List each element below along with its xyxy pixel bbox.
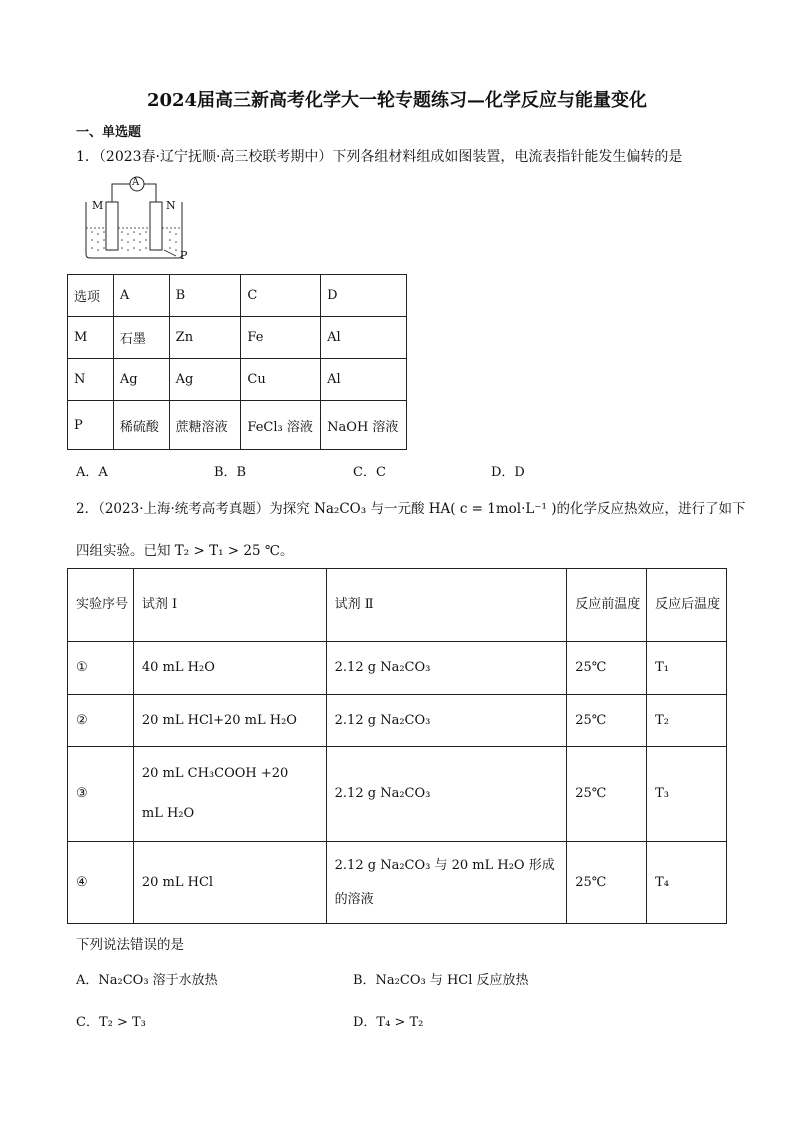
table-cell: ④ (68, 842, 134, 924)
table-row (68, 275, 407, 317)
table-cell: 25℃ (567, 842, 647, 924)
q2-option-c[interactable]: C．T₂ > T₃ (76, 1015, 146, 1030)
table-cell: 石墨 (113, 317, 169, 359)
table-cell: 20 mL HCl (133, 842, 326, 924)
section-heading: 一、单选题 (76, 125, 142, 140)
q1-options-table (67, 274, 407, 450)
table-cell: 2.12 g Na₂CO₃ (326, 747, 567, 842)
table-cell: 选项 (68, 275, 114, 317)
table-row (68, 317, 407, 359)
table-row (68, 747, 727, 842)
table-cell: ③ (68, 747, 134, 842)
table-cell: ① (68, 642, 134, 695)
table-cell: Al (321, 359, 407, 401)
table-cell: N (68, 359, 114, 401)
table-cell: M (68, 317, 114, 359)
table-cell: T₃ (647, 747, 727, 842)
table-cell: 25℃ (567, 747, 647, 842)
table-cell: 25℃ (567, 695, 647, 747)
table-cell: Cu (241, 359, 321, 401)
table-cell: Ag (113, 359, 169, 401)
table-cell: P (68, 401, 114, 450)
q2-option-d[interactable]: D．T₄ > T₂ (353, 1015, 424, 1030)
table-cell: T₄ (647, 842, 727, 924)
table-cell: 2.12 g Na₂CO₃ 与 20 mL H₂O 形成的溶液 (326, 842, 567, 924)
table-row (68, 642, 727, 695)
table-cell: Al (321, 317, 407, 359)
table-cell: A (113, 275, 169, 317)
table-cell: 20 mL HCl+20 mL H₂O (133, 695, 326, 747)
header-cell: 反应前温度 (567, 569, 647, 642)
electrode-n-label: N (166, 199, 176, 212)
table-cell: 40 mL H₂O (133, 642, 326, 695)
ammeter-label: A (132, 177, 140, 188)
page-title: 2024届高三新高考化学大一轮专题练习—化学反应与能量变化 (146, 90, 648, 111)
header-cell: 试剂 Ⅱ (326, 569, 567, 642)
table-cell: 蔗糖溶液 (169, 401, 241, 450)
galvanic-cell-diagram (78, 172, 208, 262)
q2-prompt: 下列说法错误的是 (76, 937, 184, 953)
q1-option-d[interactable]: D．D (491, 465, 525, 480)
table-cell: NaOH 溶液 (321, 401, 407, 450)
table-cell: D (321, 275, 407, 317)
table-cell: Ag (169, 359, 241, 401)
table-cell: 20 mL CH₃COOH +20 mL H₂O (133, 747, 326, 842)
table-cell: ② (68, 695, 134, 747)
q2-stem-line2: 四组实验。已知 T₂ > T₁ > 25 ℃。 (76, 543, 294, 559)
table-cell: Zn (169, 317, 241, 359)
table-row (68, 359, 407, 401)
table-cell: Fe (241, 317, 321, 359)
q2-option-a[interactable]: A．Na₂CO₃ 溶于水放热 (76, 973, 218, 988)
q1-option-b[interactable]: B．B (214, 465, 247, 480)
header-cell: 实验序号 (68, 569, 134, 642)
table-header-row (68, 569, 727, 642)
table-cell: T₂ (647, 695, 727, 747)
table-row (68, 695, 727, 747)
q1-option-c[interactable]: C．C (353, 465, 386, 480)
solution-p-label: P (180, 249, 188, 262)
header-cell: 反应后温度 (647, 569, 727, 642)
table-cell: 稀硫酸 (113, 401, 169, 450)
q2-option-b[interactable]: B．Na₂CO₃ 与 HCl 反应放热 (353, 973, 529, 988)
table-row (68, 842, 727, 924)
table-cell: B (169, 275, 241, 317)
table-cell: FeCl₃ 溶液 (241, 401, 321, 450)
table-cell: T₁ (647, 642, 727, 695)
q2-stem-line1: 2．（2023·上海·统考高考真题）为探究 Na₂CO₃ 与一元酸 HA( c = 1mol·L⁻¹ )的化学反应热效应，进行了如下 (76, 501, 746, 517)
q1-option-a[interactable]: A．A (76, 465, 108, 480)
table-row (68, 401, 407, 450)
q1-stem: 1．（2023春·辽宁抚顺·高三校联考期中）下列各组材料组成如图装置，电流表指针能发生偏转的是 (76, 149, 683, 165)
table-cell: C (241, 275, 321, 317)
header-cell: 试剂 I (133, 569, 326, 642)
q2-experiment-table (67, 568, 727, 924)
electrode-m-label: M (92, 199, 104, 212)
table-cell: 2.12 g Na₂CO₃ (326, 695, 567, 747)
table-cell: 25℃ (567, 642, 647, 695)
table-cell: 2.12 g Na₂CO₃ (326, 642, 567, 695)
